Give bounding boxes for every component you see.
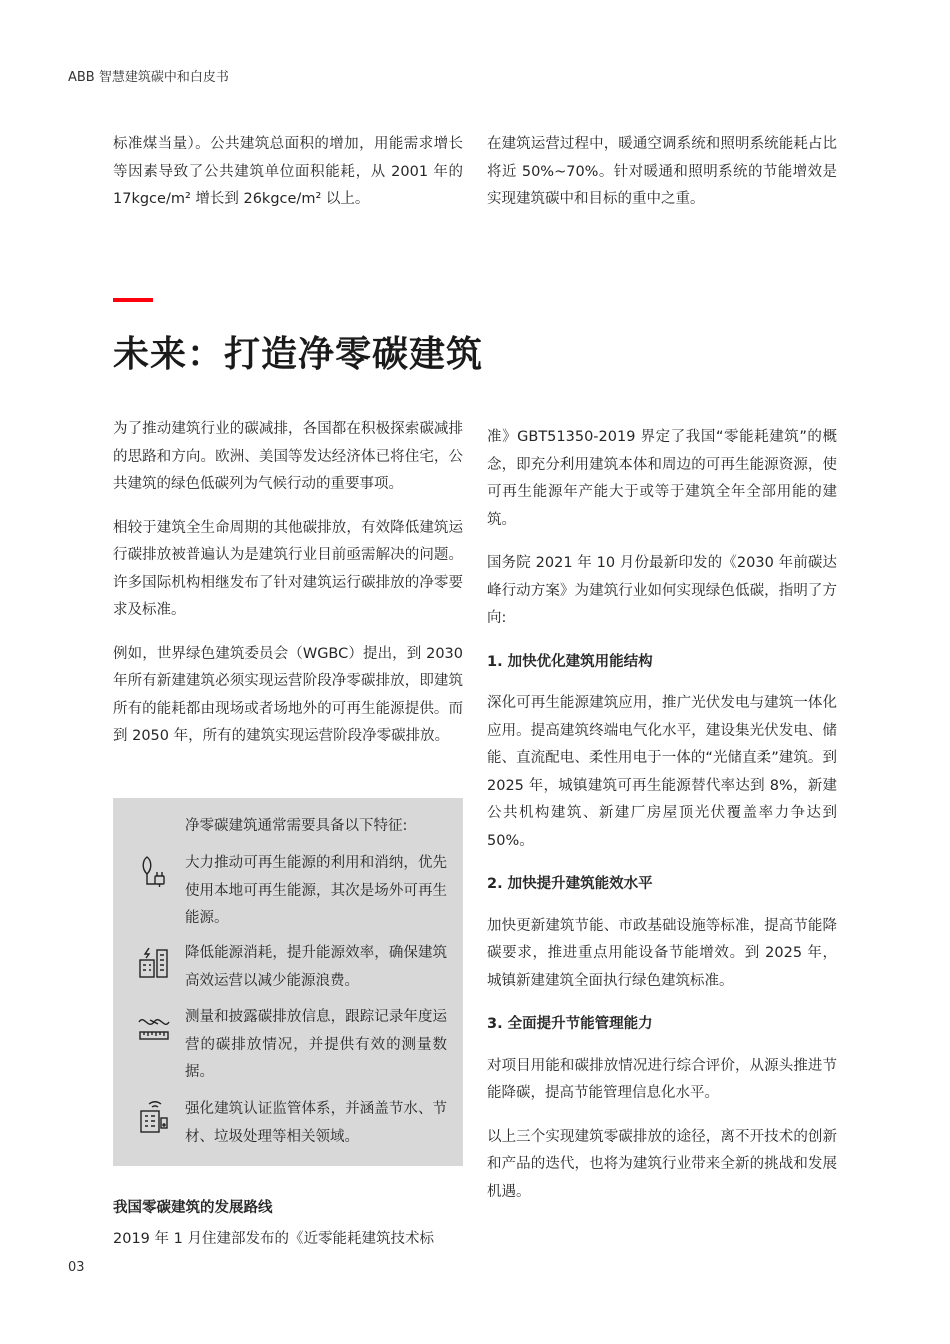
right-subheading-3: 3. 全面提升节能管理能力 <box>487 1016 653 1032</box>
page-number: 03 <box>68 1260 85 1275</box>
right-paragraph-3: 深化可再生能源建筑应用，推广光伏发电与建筑一体化应用。提高建筑终端电气化水平，建设集光伏发电、储能、直流配电、柔性用电于一体的“光储直柔”建筑。到 2025 年，城镇建筑可再生能源替代率达到 8%，新建公共机构建筑、新建厂房屋顶光伏覆盖率力争达到 50%。 <box>487 695 837 849</box>
document-header: ABB 智慧建筑碳中和白皮书 <box>68 70 229 85</box>
section-accent-bar <box>113 298 153 302</box>
feature-item-2: 降低能源消耗，提升能源效率，确保建筑高效运营以减少能源浪费。 <box>185 945 447 989</box>
left-paragraph-2: 相较于建筑全生命周期的其他碳排放，有效降低建筑运行碳排放被普遍认为是建筑行业目前亟需解决的问题。许多国际机构相继发布了针对建筑运行碳排放的净零要求及标准。 <box>113 519 463 618</box>
left-paragraph-3: 例如，世界绿色建筑委员会（WGBC）提出，到 2030 年所有新建建筑必须实现运营阶段净零碳排放，即建筑所有的能耗都由现场或者场地外的可再生能源提供。而到 2050 年，所有的建筑实现运营阶段净零碳排放。 <box>113 645 463 744</box>
right-paragraph-4: 加快更新建筑节能、市政基础设施等标准，提高节能降碳要求，推进重点用能设备节能增效。到 2025 年，城镇新建建筑全面执行绿色建筑标准。 <box>487 917 837 989</box>
right-paragraph-6: 以上三个实现建筑零碳排放的途径，离不开技术的创新和产品的迭代，也将为建筑行业带来全新的挑战和发展机遇。 <box>487 1128 837 1200</box>
feature-box <box>113 798 463 1166</box>
feature-item-3: 测量和披露碳排放信息，跟踪记录年度运营的碳排放情况，并提供有效的测量数据。 <box>185 1009 447 1080</box>
feature-item-4: 强化建筑认证监管体系，并涵盖节水、节材、垃圾处理等相关领域。 <box>185 1101 447 1145</box>
building-energy-icon <box>137 946 171 980</box>
right-column <box>487 424 837 1222</box>
top-right-paragraph: 在建筑运营过程中，暖通空调系统和照明系统能耗占比将近 50%~70%。针对暖通和照明系统的节能增效是实现建筑碳中和目标的重中之重。 <box>487 136 837 207</box>
section-title: 未来：打造净零碳建筑 <box>113 334 484 375</box>
right-paragraph-5: 对项目用能和碳排放情况进行综合评价，从源头推进节能降碳，提高节能管理信息化水平。 <box>487 1057 837 1101</box>
left-column <box>113 416 463 767</box>
right-paragraph-1: 准》GBT51350-2019 界定了我国“零能耗建筑”的概念，即充分利用建筑本体和周边的可再生能源资源，使可再生能源年产能大于或等于建筑全年全部用能的建筑。 <box>487 429 837 528</box>
right-subheading-1: 1. 加快优化建筑用能结构 <box>487 653 653 670</box>
feature-box-intro: 净零碳建筑通常需要具备以下特征: <box>185 818 408 834</box>
feature-item-1: 大力推动可再生能源的利用和消纳，优先使用本地可再生能源，其次是场外可再生能源。 <box>185 855 447 926</box>
dev-route-heading: 我国零碳建筑的发展路线 <box>113 1200 273 1216</box>
top-left-paragraph: 标准煤当量）。公共建筑总面积的增加，用能需求增长等因素导致了公共建筑单位面积能耗，从 2001 年的 17kgce/m² 增长到 26kgce/m² 以上。 <box>113 136 463 207</box>
smart-building-icon <box>137 1100 171 1134</box>
right-paragraph-2: 国务院 2021 年 10 月份最新印发的《2030 年前碳达峰行动方案》为建筑行业如何实现绿色低碳，指明了方向: <box>487 555 837 626</box>
right-subheading-2: 2. 加快提升建筑能效水平 <box>487 876 653 892</box>
left-paragraph-1: 为了推动建筑行业的碳减排，各国都在积极探索碳减排的思路和方向。欧洲、美国等发达经济体已将住宅，公共建筑的绿色低碳列为气候行动的重要事项。 <box>113 421 463 492</box>
measure-wave-icon <box>137 1010 171 1044</box>
plant-plug-icon <box>137 854 171 888</box>
dev-route-text: 2019 年 1 月住建部发布的《近零能耗建筑技术标 <box>113 1231 434 1247</box>
